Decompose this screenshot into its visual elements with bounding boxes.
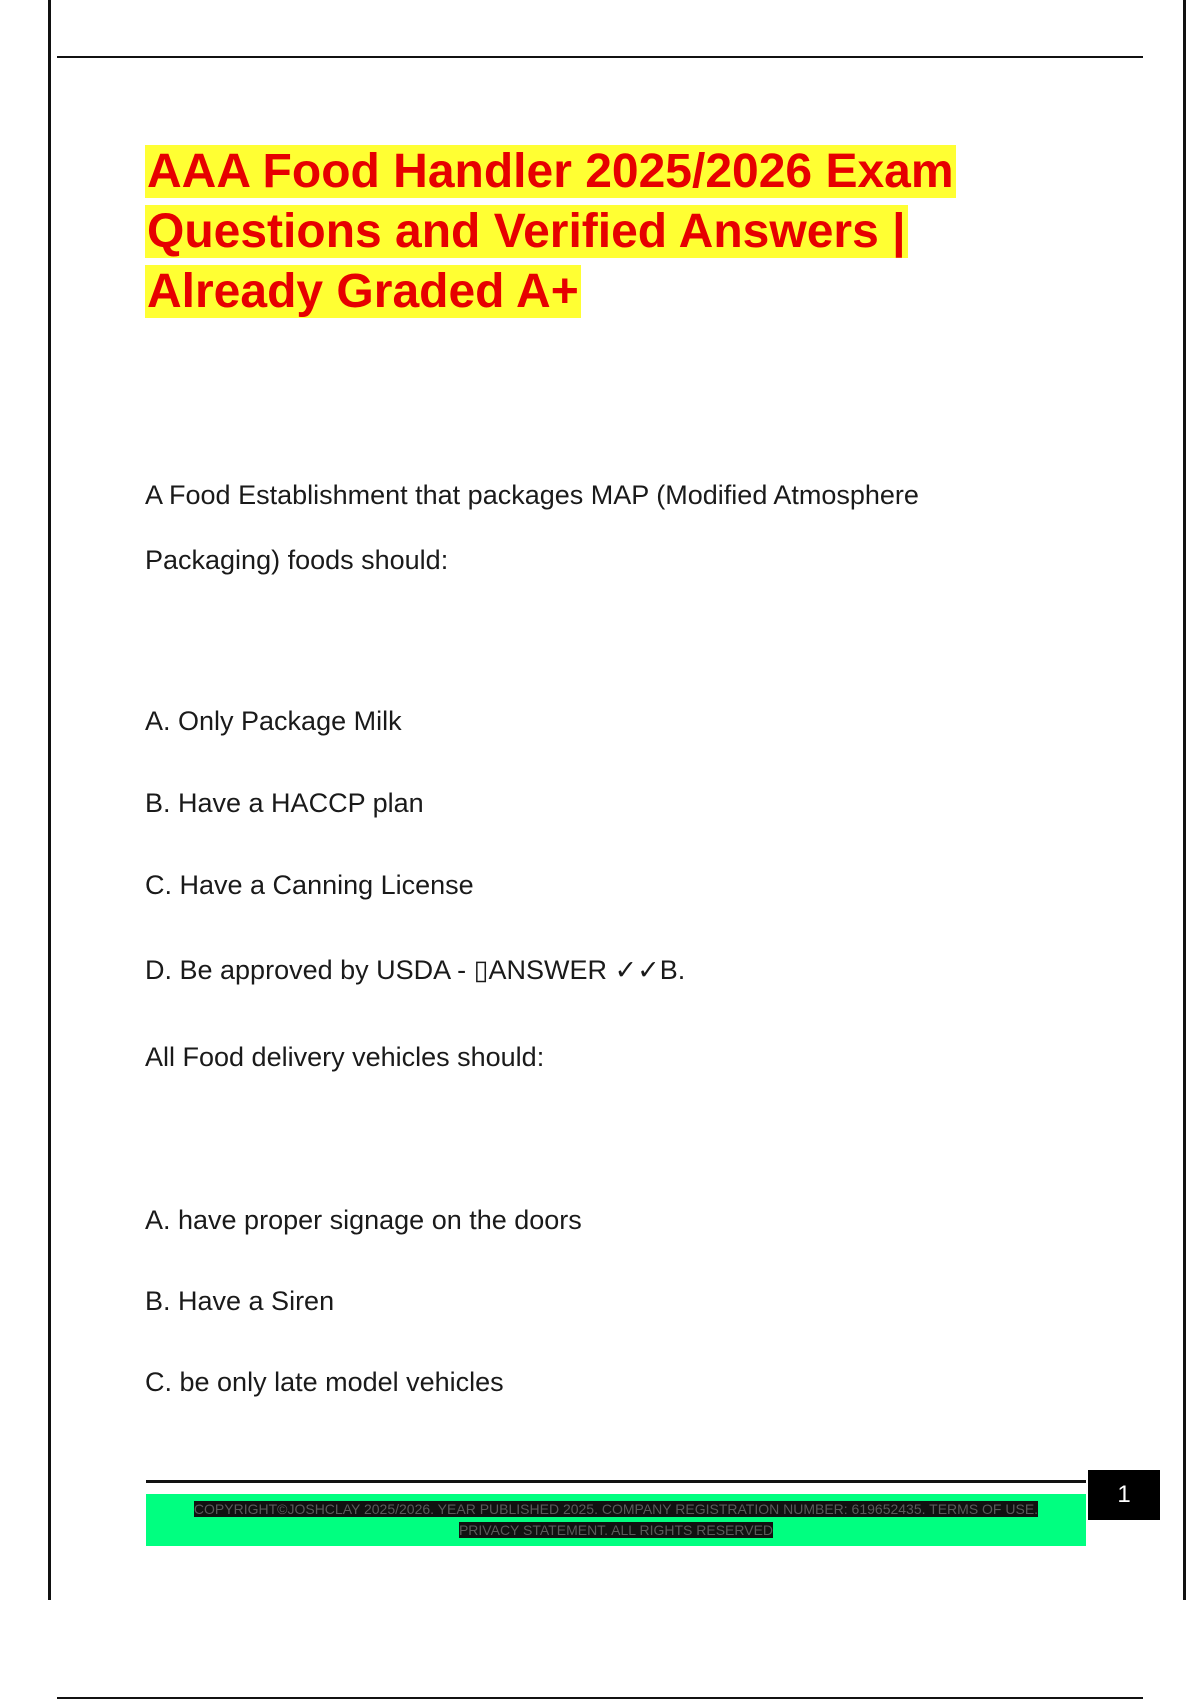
footer-copyright: [176, 1499, 1056, 1541]
question-2-option-b: B. Have a Siren: [145, 1286, 335, 1316]
question-1-prompt-line-2: Packaging) foods should:: [145, 545, 449, 575]
page-border-left: [48, 0, 51, 1600]
footer-copyright-band: [146, 1494, 1086, 1546]
question-2-prompt: All Food delivery vehicles should:: [145, 1042, 545, 1072]
question-1-option-b: B. Have a HACCP plan: [145, 788, 424, 818]
footer-copyright-text: COPYRIGHT©JOSHCLAY 2025/2026. YEAR PUBLISHED 2025. COMPANY REGISTRATION NUMBER: 619652435. TERMS OF USE. PRIVACY STATEMENT. ALL RIGHTS RESERVED: [193, 1501, 1039, 1538]
title-text: AAA Food Handler 2025/2026 Exam Questions and Verified Answers | Already Graded A+: [147, 145, 954, 318]
footer-rule: [146, 1480, 1086, 1483]
question-1-prompt-line-1: A Food Establishment that packages MAP (Modified Atmosphere: [145, 480, 919, 510]
document-title: [145, 142, 1045, 322]
question-1-option-c: C. Have a Canning License: [145, 870, 474, 900]
question-2-option-a: A. have proper signage on the doors: [145, 1205, 582, 1235]
page-border-right: [1183, 0, 1186, 1600]
page-number: 1: [1088, 1470, 1160, 1520]
header-rule: [57, 56, 1143, 58]
question-1-option-d-answer: D. Be approved by USDA - ▯ANSWER ✓✓B.: [145, 955, 686, 985]
question-2-option-c: C. be only late model vehicles: [145, 1367, 504, 1397]
question-1-option-a: A. Only Package Milk: [145, 706, 402, 736]
next-page-rule: [57, 1697, 1143, 1699]
